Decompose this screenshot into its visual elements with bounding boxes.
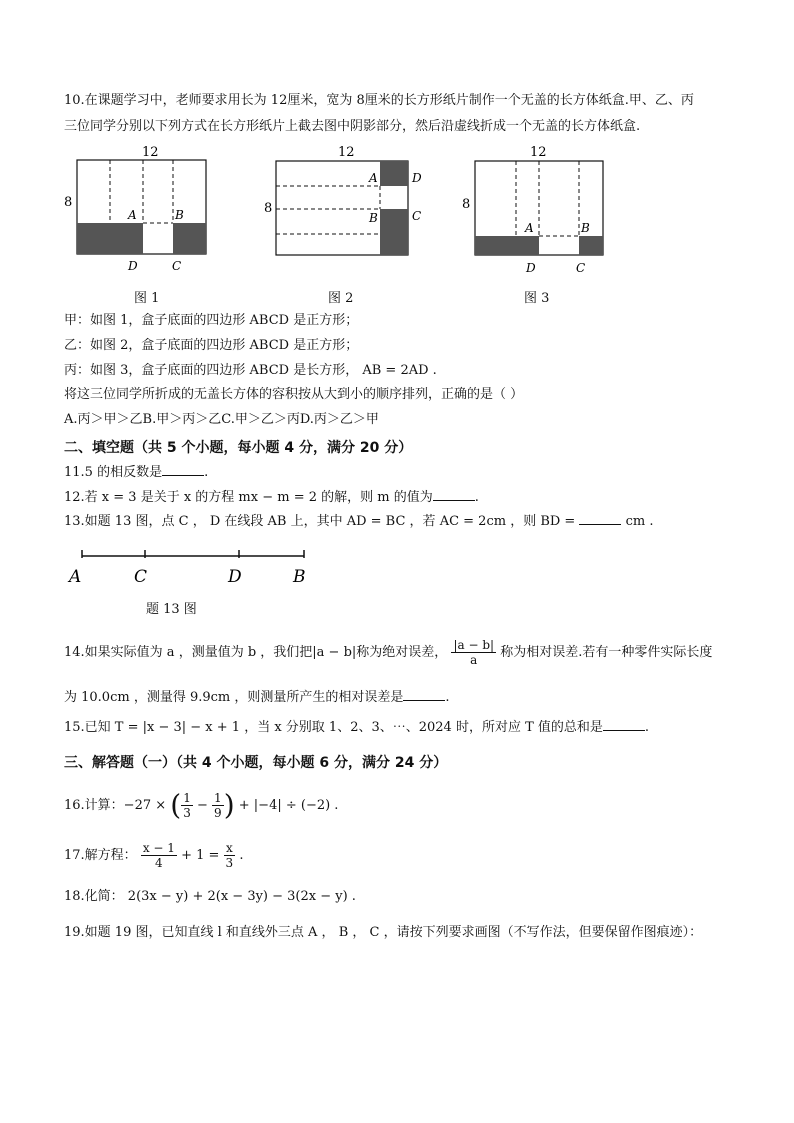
q10-yi: 乙：如图 2，盒子底面的四边形 ABCD 是正方形； <box>64 338 359 353</box>
fig1-shade-left <box>77 223 143 254</box>
fig2-label-C: C <box>412 209 422 223</box>
figure-3 <box>458 142 618 272</box>
q10-bing: 丙：如图 3，盒子底面的四边形 ABCD 是长方形， AB = 2AD . <box>64 363 437 378</box>
figure-13-caption: 题 13 图 <box>146 602 197 617</box>
q15: 15.已知 T = |x − 3| − x + 1 ，当 x 分别取 1、2、3、⋯、2024 时，所对应 T 值的总和是 . <box>64 720 650 735</box>
section-2-heading: 二、填空题（共 5 个小题，每小题 4 分，满分 20 分） <box>64 440 413 456</box>
fig1-label-B: B <box>175 208 184 222</box>
section-3-heading: 三、解答题（一）（共 4 个小题，每小题 6 分，满分 24 分） <box>64 755 448 771</box>
point-D: D <box>228 567 242 587</box>
fig3-label-C: C <box>576 261 586 272</box>
fig3-length-label: 12 <box>530 145 547 160</box>
fig3-label-D: D <box>526 261 536 272</box>
fig3-label-B: B <box>581 221 590 235</box>
fig2-shade-bottom <box>380 209 408 255</box>
fig3-shade-right <box>579 236 603 255</box>
q12: 12.若 x = 3 是关于 x 的方程 mx − m = 2 的解，则 m 的值为 . <box>64 490 479 505</box>
point-B: B <box>293 567 306 587</box>
point-C: C <box>134 567 148 587</box>
figure-3-caption: 图 3 <box>524 291 550 306</box>
q13: 13.如题 13 图，点 C ， D 在线段 AB 上，其中 AD = BC ，若 AC = 2cm ，则 BD = cm . <box>64 514 654 529</box>
q19: 19.如题 19 图，已知直线 l 和直线外三点 A ， B ， C ，请按下列要求画图（不写作法，但要保留作图痕迹）： <box>64 925 703 940</box>
q10-jia: 甲：如图 1，盒子底面的四边形 ABCD 是正方形； <box>64 313 359 328</box>
fig3-shade-left <box>475 236 539 255</box>
q14-line1: 14.如果实际值为 a ，测量值为 b ，我们把|a − b|称为绝对误差， $\frac{|a - b|}{a}$ 称为相对误差.若有一种零件实际长度 <box>64 638 713 667</box>
figure-13-segment <box>62 544 322 590</box>
q10-ask: 将这三位同学所折成的无盖长方体的容积按从大到小的顺序排列，正确的是（ ） <box>64 387 524 402</box>
q18: 18.化简： 2(3x − y) + 2(x − 3y) − 3(2x − y) . <box>64 889 356 904</box>
point-A: A <box>69 567 82 587</box>
q10-line1: 10.在课题学习中，老师要求用长为 12厘米，宽为 8厘米的长方形纸片制作一个无盖的长方体纸盒.甲、乙、丙 <box>64 93 694 108</box>
fig1-length-label: 12 <box>142 145 159 160</box>
fig2-shade-top <box>380 161 408 186</box>
fig2-length-label: 12 <box>338 145 355 160</box>
figure-2-caption: 图 2 <box>328 291 354 306</box>
fig2-label-A: A <box>369 171 378 185</box>
fig2-label-D: D <box>412 171 422 185</box>
q10-options: A.丙＞甲＞乙B.甲＞丙＞乙C.甲＞乙＞丙D.丙＞乙＞甲 <box>64 412 379 427</box>
fig1-label-D: D <box>128 259 138 272</box>
fig3-label-A: A <box>525 221 534 235</box>
q17: 17.解方程： $\frac{x - 1}{4}$ + 1 = $\frac{x}{3}$ . <box>64 841 244 870</box>
fig3-width-label: 8 <box>462 197 471 212</box>
q10-line2: 三位同学分别以下列方式在长方形纸片上截去图中阴影部分，然后沿虚线折成一个无盖的长方体纸盒. <box>64 119 641 134</box>
figure-1 <box>60 142 220 272</box>
q11: 11.5 的相反数是 . <box>64 465 209 480</box>
fig1-shade-right <box>173 223 206 254</box>
fig2-width-label: 8 <box>264 201 273 216</box>
fig1-label-A: A <box>128 208 137 222</box>
fig2-label-B: B <box>369 211 378 225</box>
q16: 16.计算：−27 × ( $\frac{1}{3}$ − $\frac{1}{9}$ ) + |−4| ÷ (−2) . <box>64 788 339 822</box>
fig1-label-C: C <box>172 259 182 272</box>
fig1-width-label: 8 <box>64 195 73 210</box>
figure-1-caption: 图 1 <box>134 291 160 306</box>
q14-line2: 为 10.0cm ，测量得 9.9cm ，则测量所产生的相对误差是 . <box>64 690 450 705</box>
figure-2 <box>262 142 432 272</box>
